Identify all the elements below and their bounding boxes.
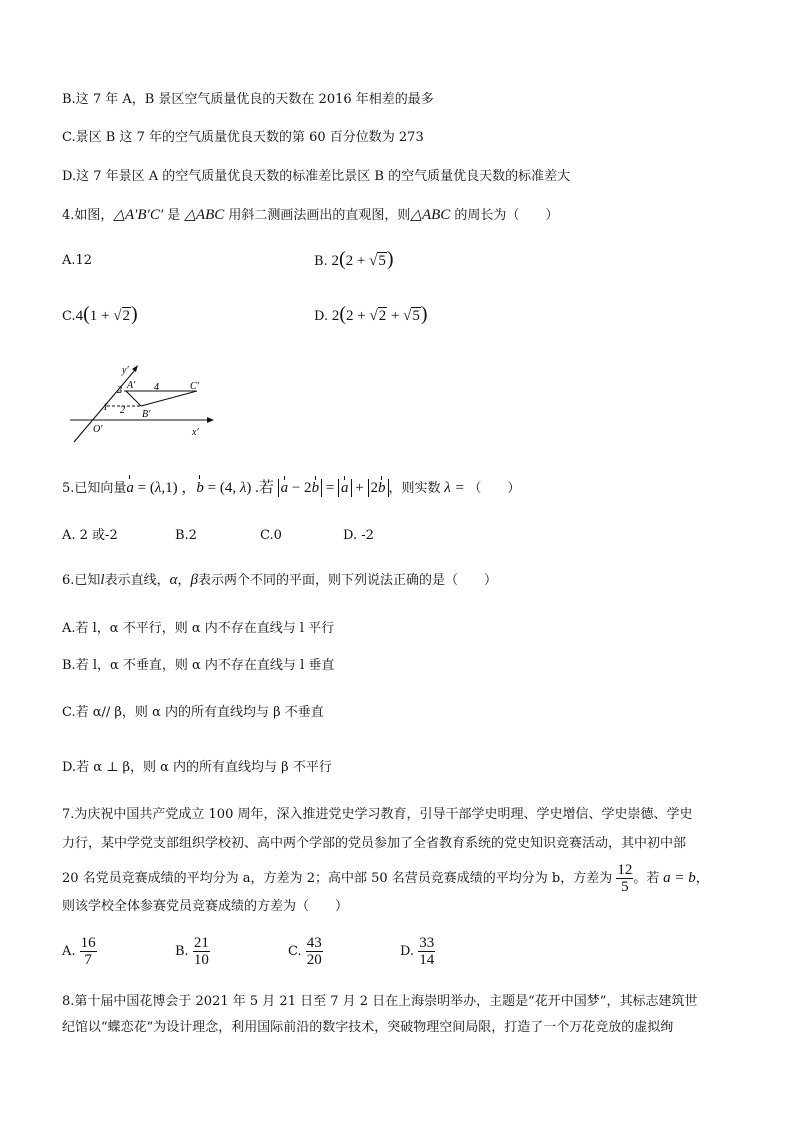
q7-line-4: 则该学校全体参赛党员竞赛成绩的方差为（ ） <box>62 899 349 914</box>
q5-stem: 5.已知向量a = (λ,1) ，b = (4, λ) .若 a − 2b = a + 2b ，则实数 λ = （ ） <box>62 480 521 496</box>
label-o-prime: O′ <box>93 424 103 435</box>
q6-option-c: C.若 α// β，则 α 内的所有直线均与 β 不垂直 <box>62 705 324 720</box>
q8-line-1: 8.第十届中国花博会于 2021 年 5 月 21 日至 7 月 2 日在上海崇明举办，主题是“花开中国梦”，其标志建筑世 <box>62 994 698 1009</box>
q7-line-2: 力行，某中学党支部组织学校初、高中两个学部的党员参加了全省教育系统的党史知识竞赛活动，其中初中部 <box>62 836 687 851</box>
x-axis-arrow <box>207 417 214 423</box>
label-4: 4 <box>154 382 159 393</box>
q5-option-d: D. -2 <box>343 528 374 543</box>
q8-line-2: 纪馆以“蝶恋花”为设计理念，利用国际前沿的数字技术，突破物理空间局限，打造了一个万花竞放的虚拟绚 <box>62 1020 674 1035</box>
y-axis-arrow <box>132 365 138 372</box>
q6-option-d: D.若 α ⊥ β，则 α 内的所有直线均与 β 不平行 <box>62 760 332 775</box>
q6-option-a: A.若 l，α 不平行，则 α 内不存在直线与 l 平行 <box>62 621 335 636</box>
q4-option-a: A.12 <box>62 253 93 268</box>
q4-option-d: D. 2(2 + √2 + √5) <box>314 303 428 325</box>
q3-option-c: C.景区 B 这 7 年的空气质量优良天数的第 60 百分位数为 273 <box>62 130 424 145</box>
q7-option-b: B. $\frac{21}{10}$ <box>175 935 209 968</box>
q4-option-c: C.4(1 + √2) <box>62 303 138 325</box>
q7-line-3: 20 名党员竞赛成绩的平均分为 a，方差为 2；高中部 50 名营员竞赛成绩的平均分为 b，方差为 $\frac{12}{5}$ 。若 a = b， <box>62 862 709 895</box>
q5-option-c: C.0 <box>260 528 282 543</box>
q7-option-d: D. $\frac{33}{14}$ <box>400 935 435 968</box>
q6-option-b: B.若 l，α 不垂直，则 α 内不存在直线与 l 垂直 <box>62 658 335 673</box>
label-c-prime: C′ <box>190 381 199 392</box>
label-1: 1 <box>103 402 108 413</box>
label-b-prime: B′ <box>142 409 151 420</box>
q4-option-b: B. 2(2 + √5) <box>314 248 394 270</box>
label-x-prime: x′ <box>192 427 199 438</box>
q5-option-a: A. 2 或-2 <box>62 528 118 543</box>
q4-stem: 4.如图，△A′B′C′ 是 △ABC 用斜二测画法画出的直观图，则△ABC 的周长为（ ） <box>62 207 559 223</box>
q3-option-b: B.这 7 年 A，B 景区空气质量优良的天数在 2016 年相差的最多 <box>62 92 434 107</box>
q7-option-a: A. $\frac{16}{7}$ <box>62 935 96 968</box>
label-2-top: 2 <box>117 385 122 396</box>
label-a-prime: A′ <box>127 380 136 391</box>
q6-stem: 6.已知l表示直线，α，β表示两个不同的平面，则下列说法正确的是（ ） <box>62 572 497 588</box>
segment-ab <box>126 391 141 406</box>
q5-option-b: B.2 <box>175 528 197 543</box>
q7-line-1: 7.为庆祝中国共产党成立 100 周年，深入推进党史学习教育，引导干部学史明理、学史增信、学史崇德、学史 <box>62 807 693 822</box>
q4-oblique-figure <box>62 360 217 445</box>
q7-variance-fraction: $\frac{12}{5}$ <box>617 862 633 895</box>
label-2-bottom: 2 <box>120 405 125 416</box>
q7-option-c: C. $\frac{43}{20}$ <box>288 935 322 968</box>
q3-option-d: D.这 7 年景区 A 的空气质量优良天数的标准差比景区 B 的空气质量优良天数的标准差大 <box>62 169 571 184</box>
label-y-prime: y′ <box>122 365 129 376</box>
segment-bc <box>141 391 197 406</box>
